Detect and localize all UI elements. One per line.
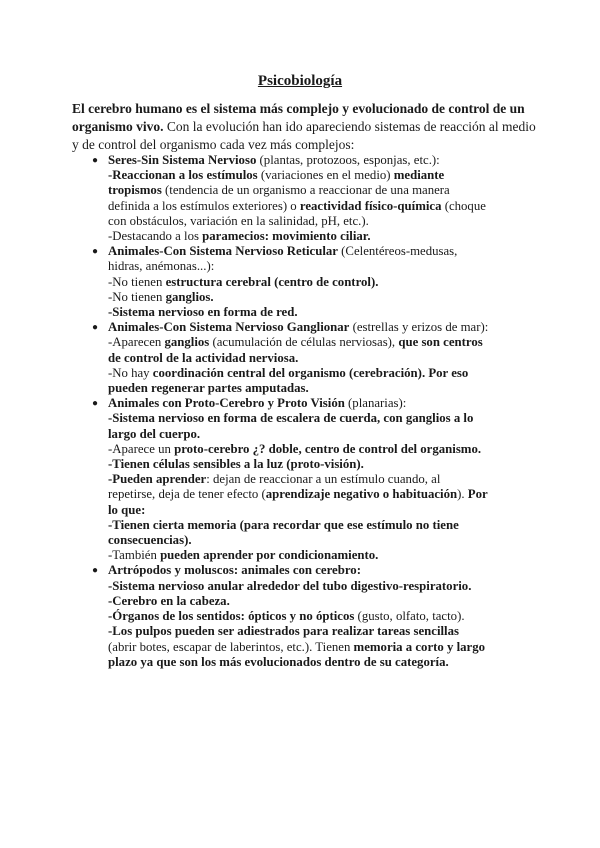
- intro-paragraph: [72, 100, 537, 154]
- bold-text: memoria a corto y largo: [353, 639, 486, 654]
- bold-text: -Pueden aprender: [108, 472, 207, 487]
- text-segment: (tendencia de un organismo a reaccionar de una manera: [161, 183, 450, 198]
- bullet-icon: ●: [92, 246, 99, 258]
- text-segment: (plantas, protozoos, esponjas, etc.):: [256, 153, 440, 167]
- text-line: [108, 305, 537, 320]
- text-line: [108, 320, 537, 335]
- text-line: [108, 640, 537, 655]
- bold-text: ganglios.: [165, 289, 214, 304]
- text-segment: (planarias):: [344, 396, 407, 411]
- intro-rest: Con la evolución han ido apareciendo sistemas de reacción al medio y de control del organismo cada vez más complejos:: [72, 119, 536, 152]
- text-line: [108, 563, 537, 578]
- bold-text: -Tienen células sensibles a la luz (proto-visión).: [108, 457, 364, 472]
- text-segment: (choque: [441, 198, 486, 213]
- text-line: [108, 487, 537, 502]
- bold-text: Animales-Con Sistema Nervioso Reticular: [108, 244, 338, 259]
- bold-text: tropismos: [108, 183, 162, 198]
- list-item: [92, 244, 537, 320]
- bold-text: -Sistema nervioso en forma de red.: [108, 305, 298, 320]
- text-segment: (acumulación de células nerviosas),: [209, 335, 399, 350]
- text-line: [108, 503, 537, 518]
- text-segment: con obstáculos, variación en la salinidad, pH, etc.).: [108, 213, 369, 228]
- text-line: [108, 183, 537, 198]
- bold-text: Animales-Con Sistema Nervioso Ganglionar: [108, 320, 350, 335]
- text-segment: (variaciones en el medio): [257, 168, 394, 183]
- text-line: [108, 168, 537, 183]
- bold-text: mediante: [393, 168, 445, 183]
- text-line: [108, 259, 537, 274]
- bold-text: -Reaccionan a los estímulos: [108, 168, 258, 183]
- text-segment: (Celentéreos-medusas,: [337, 244, 458, 259]
- bold-text: pueden aprender por condicionamiento.: [160, 548, 379, 563]
- text-line: [108, 457, 537, 472]
- bold-text: -Tienen cierta memoria (para recordar que ese estímulo no tiene: [108, 517, 459, 532]
- intro-bold: El cerebro humano es el sistema más complejo y evolucionado de control de un organismo vivo.: [72, 101, 525, 134]
- bold-text: paramecios: movimiento ciliar.: [202, 229, 371, 244]
- page-title: Psicobiología: [257, 73, 343, 89]
- text-segment: -No tienen: [108, 289, 166, 304]
- bold-text: estructura cerebral (centro de control).: [165, 274, 379, 289]
- text-line: [108, 655, 537, 670]
- text-line: [108, 579, 537, 594]
- text-line: [108, 244, 537, 259]
- text-segment: -También: [108, 548, 161, 563]
- bold-text: de control de la actividad nerviosa.: [108, 350, 299, 365]
- text-line: [108, 518, 537, 533]
- bold-text: -Sistema nervioso en forma de escalera de cuerda, con ganglios a lo: [108, 411, 474, 426]
- text-line: [108, 411, 537, 426]
- bold-text: lo que:: [108, 502, 146, 517]
- bold-text: aprendizaje negativo o habituación: [265, 487, 458, 502]
- text-segment: definida a los estímulos exteriores) o: [108, 198, 300, 213]
- list-item: [92, 320, 537, 396]
- text-segment: -Aparece un: [108, 441, 175, 456]
- bold-text: coordinación central del organismo (cerebración). Por eso: [152, 365, 469, 380]
- text-line: [108, 533, 537, 548]
- text-line: [108, 609, 537, 624]
- text-line: [108, 548, 537, 563]
- bold-text: reactividad físico-química: [299, 198, 442, 213]
- bold-text: largo del cuerpo.: [108, 426, 201, 441]
- bullet-list: [92, 153, 537, 670]
- text-line: [108, 290, 537, 305]
- bold-text: Animales con Proto-Cerebro y Proto Visión: [108, 396, 345, 411]
- text-line: [108, 229, 537, 244]
- bold-text: -Órganos de los sentidos: ópticos y no ópticos: [108, 609, 355, 624]
- text-line: [108, 153, 537, 168]
- text-segment: : dejan de reaccionar a un estímulo cuando, al: [206, 472, 441, 487]
- text-segment: (estrellas y erizos de mar):: [349, 320, 489, 335]
- text-line: [108, 594, 537, 609]
- text-line: [108, 275, 537, 290]
- text-line: [108, 335, 537, 350]
- bold-text: plazo ya que son los más evolucionados dentro de su categoría.: [108, 654, 449, 669]
- text-line: [108, 366, 537, 381]
- text-line: [108, 351, 537, 366]
- bold-text: -Sistema nervioso anular alrededor del tubo digestivo-respiratorio.: [108, 578, 472, 593]
- text-line: [108, 199, 537, 214]
- text-segment: -Aparecen: [108, 335, 165, 350]
- text-segment: hidras, anémonas...):: [108, 259, 215, 274]
- bullet-icon: ●: [92, 565, 99, 577]
- text-segment: -Destacando a los: [108, 229, 203, 244]
- bullet-icon: ●: [92, 322, 99, 334]
- bold-text: pueden regenerar partes amputadas.: [108, 381, 309, 396]
- list-item: [92, 396, 537, 563]
- text-segment: repetirse, deja de tener efecto (: [108, 487, 266, 502]
- bold-text: que son centros: [398, 335, 483, 350]
- text-line: [108, 381, 537, 396]
- text-segment: (gusto, olfato, tacto).: [354, 609, 465, 624]
- bold-text: Por: [467, 487, 488, 502]
- text-line: [108, 624, 537, 639]
- text-line: [108, 442, 537, 457]
- text-line: [108, 427, 537, 442]
- text-segment: -No tienen: [108, 274, 166, 289]
- bullet-icon: ●: [92, 155, 99, 166]
- text-segment: -No hay: [108, 365, 153, 380]
- text-line: [108, 396, 537, 411]
- bold-text: -Los pulpos pueden ser adiestrados para realizar tareas sencillas: [108, 624, 459, 639]
- text-segment: (abrir botes, escapar de laberintos, etc.). Tienen: [108, 639, 354, 654]
- list-item: [92, 563, 537, 669]
- text-segment: ).: [457, 487, 468, 502]
- bold-text: Seres-Sin Sistema Nervioso: [108, 153, 257, 167]
- bullet-icon: ●: [92, 398, 99, 410]
- bold-text: ganglios: [164, 335, 210, 350]
- text-line: [108, 472, 537, 487]
- bold-text: proto-cerebro ¿? doble, centro de control del organismo.: [174, 441, 482, 456]
- text-line: [108, 214, 537, 229]
- bold-text: consecuencias).: [108, 533, 192, 548]
- bold-text: -Cerebro en la cabeza.: [108, 593, 230, 608]
- list-item: [92, 153, 537, 244]
- bold-text: Artrópodos y moluscos: animales con cerebro:: [108, 563, 361, 578]
